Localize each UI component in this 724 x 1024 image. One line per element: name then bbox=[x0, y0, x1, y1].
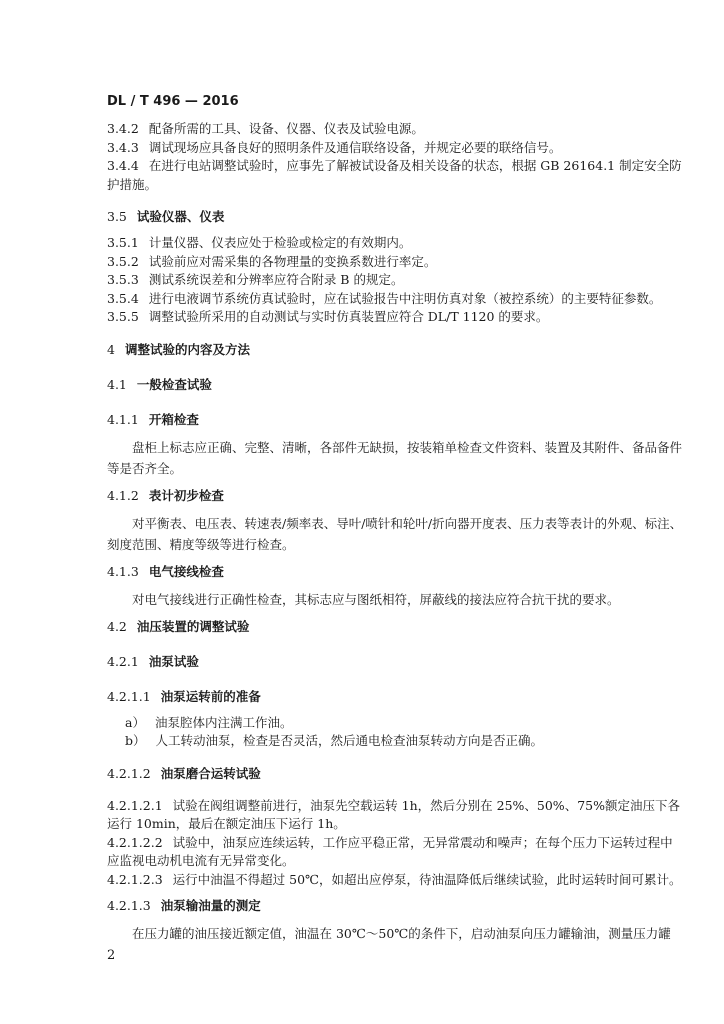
section-3-5-heading bbox=[107, 208, 685, 226]
clause-number: 3.5.2 bbox=[107, 253, 139, 269]
section-title: 油压装置的调整试验 bbox=[136, 618, 250, 634]
clause-text: 运行中油温不得超过 50℃，如超出应停泵，待油温降低后继续试验，此时运转时间可累计。 bbox=[172, 871, 682, 887]
clause-text: 测试系统误差和分辨率应符合附录 B 的规定。 bbox=[148, 272, 404, 287]
clause-number: 4.1.3 bbox=[107, 563, 139, 579]
clause-number: 3.4.3 bbox=[107, 139, 139, 155]
list-text: 油泵腔体内注满工作油。 bbox=[154, 714, 293, 730]
clause-number: 3.4.2 bbox=[107, 121, 139, 136]
clause-number: 4.2.1.2 bbox=[107, 765, 151, 781]
clause-3-5-2 bbox=[107, 253, 685, 272]
clause-3-5-4 bbox=[107, 290, 685, 309]
clause-4-1-1-paragraph: 盘柜上标志应正确、完整、清晰，各部件无缺损，按装箱单检查文件资料、装置及其附件、备品备件等是否齐全。 bbox=[107, 439, 683, 476]
clause-number: 3.5.1 bbox=[107, 235, 139, 250]
clause-number: 4.2.1.2.3 bbox=[107, 871, 163, 887]
clause-text: 试验前应对需采集的各物理量的变换系数进行率定。 bbox=[148, 253, 437, 269]
clause-number: 4.2.1.2.2 bbox=[107, 834, 163, 850]
standard-code-header: DL / T 496 — 2016 bbox=[107, 94, 239, 109]
clause-4-2-1-heading bbox=[107, 653, 685, 671]
clause-3-5-3 bbox=[107, 271, 685, 290]
clause-4-1-3-heading bbox=[107, 563, 685, 581]
clause-4-2-1-2-2 bbox=[107, 834, 685, 871]
clause-4-1-1-heading bbox=[107, 411, 685, 429]
clause-text: 试验中，油泵应连续运转，工作应平稳正常，无异常震动和噪声；在每个压力下运转过程中应监视电动机电流有无异常变化。 bbox=[107, 834, 673, 868]
clause-3-5-1 bbox=[107, 234, 685, 253]
clause-text: 试验在阀组调整前进行，油泵先空载运转 1h，然后分别在 25%、50%、75%额定油压下各运行 10min，最后在额定油压下运行 1h。 bbox=[107, 797, 680, 831]
list-text: 人工转动油泵，检查是否灵活，然后通电检查油泵转动方向是否正确。 bbox=[155, 733, 544, 748]
clause-title: 油泵磨合运转试验 bbox=[160, 765, 261, 781]
chapter-title: 调整试验的内容及方法 bbox=[124, 341, 250, 357]
page-number: 2 bbox=[107, 948, 116, 963]
clause-text: 进行电液调节系统仿真试验时，应在试验报告中注明仿真对象（被控系统）的主要特征参数。 bbox=[148, 290, 662, 306]
clause-number: 3.4.4 bbox=[107, 158, 139, 173]
clause-title: 油泵试验 bbox=[148, 653, 199, 669]
clause-title: 电气接线检查 bbox=[148, 563, 224, 579]
section-number: 3.5 bbox=[107, 209, 127, 224]
chapter-4-heading bbox=[107, 341, 685, 359]
clause-4-1-2-paragraph: 对平衡表、电压表、转速表/频率表、导叶/喷针和轮叶/折向器开度表、压力表等表计的外观、标注、刻度范围、精度等级等进行检查。 bbox=[107, 515, 683, 552]
clause-number: 4.2.1.2.1 bbox=[107, 797, 163, 813]
clause-4-2-1-2-heading bbox=[107, 765, 685, 783]
section-4-1-heading bbox=[107, 376, 685, 394]
clause-title: 表计初步检查 bbox=[148, 487, 224, 503]
clause-4-2-1-2-3 bbox=[107, 871, 685, 890]
clause-4-1-2-heading bbox=[107, 487, 685, 505]
section-number: 4.2 bbox=[107, 618, 127, 634]
clause-4-2-1-3-heading bbox=[107, 897, 685, 915]
clause-text: 调整试验所采用的自动测试与实时仿真装置应符合 DL/T 1120 的要求。 bbox=[148, 309, 549, 324]
list-item-a bbox=[107, 714, 685, 733]
clause-4-2-1-3-paragraph: 在压力罐的油压接近额定值，油温在 30℃～50℃的条件下，启动油泵向压力罐输油，测量压力罐 bbox=[132, 926, 671, 941]
section-number: 4.1 bbox=[107, 376, 127, 392]
list-label: a） bbox=[125, 714, 145, 730]
section-4-2-heading bbox=[107, 618, 685, 636]
clause-text: 计量仪器、仪表应处于检验或检定的有效期内。 bbox=[148, 235, 412, 250]
clause-number: 3.5.5 bbox=[107, 309, 139, 324]
clause-4-2-1-2-1 bbox=[107, 797, 685, 834]
section-title: 试验仪器、仪表 bbox=[136, 209, 225, 224]
chapter-number: 4 bbox=[107, 341, 115, 357]
clause-text: 调试现场应具备良好的照明条件及通信联络设备，并规定必要的联络信号。 bbox=[148, 139, 562, 155]
clause-title: 油泵运转前的准备 bbox=[160, 688, 261, 704]
clause-title: 开箱检查 bbox=[148, 411, 199, 427]
page-content bbox=[107, 120, 685, 944]
clause-number: 4.1.2 bbox=[107, 487, 139, 503]
clause-4-1-3-paragraph: 对电气接线进行正确性检查，其标志应与图纸相符，屏蔽线的接法应符合抗干扰的要求。 bbox=[132, 591, 620, 607]
list-label: b） bbox=[125, 733, 146, 748]
clause-text: 在进行电站调整试验时，应事先了解被试设备及相关设备的状态，根据 GB 26164.1 制定安全防护措施。 bbox=[107, 158, 682, 192]
clause-number: 3.5.4 bbox=[107, 290, 139, 306]
clause-number: 3.5.3 bbox=[107, 272, 139, 287]
clause-3-4-4 bbox=[107, 157, 685, 194]
clause-text: 配备所需的工具、设备、仪器、仪表及试验电源。 bbox=[148, 121, 424, 136]
clause-3-5-5 bbox=[107, 308, 685, 327]
clause-3-4-3 bbox=[107, 139, 685, 158]
section-title: 一般检查试验 bbox=[136, 376, 212, 392]
clause-4-2-1-1-heading bbox=[107, 688, 685, 706]
clause-number: 4.2.1.1 bbox=[107, 688, 151, 704]
clause-title: 油泵输油量的测定 bbox=[160, 898, 261, 913]
clause-number: 4.2.1.3 bbox=[107, 898, 151, 913]
list-item-b bbox=[107, 732, 685, 751]
clause-number: 4.1.1 bbox=[107, 411, 139, 427]
clause-number: 4.2.1 bbox=[107, 653, 139, 669]
clause-3-4-2 bbox=[107, 120, 685, 139]
